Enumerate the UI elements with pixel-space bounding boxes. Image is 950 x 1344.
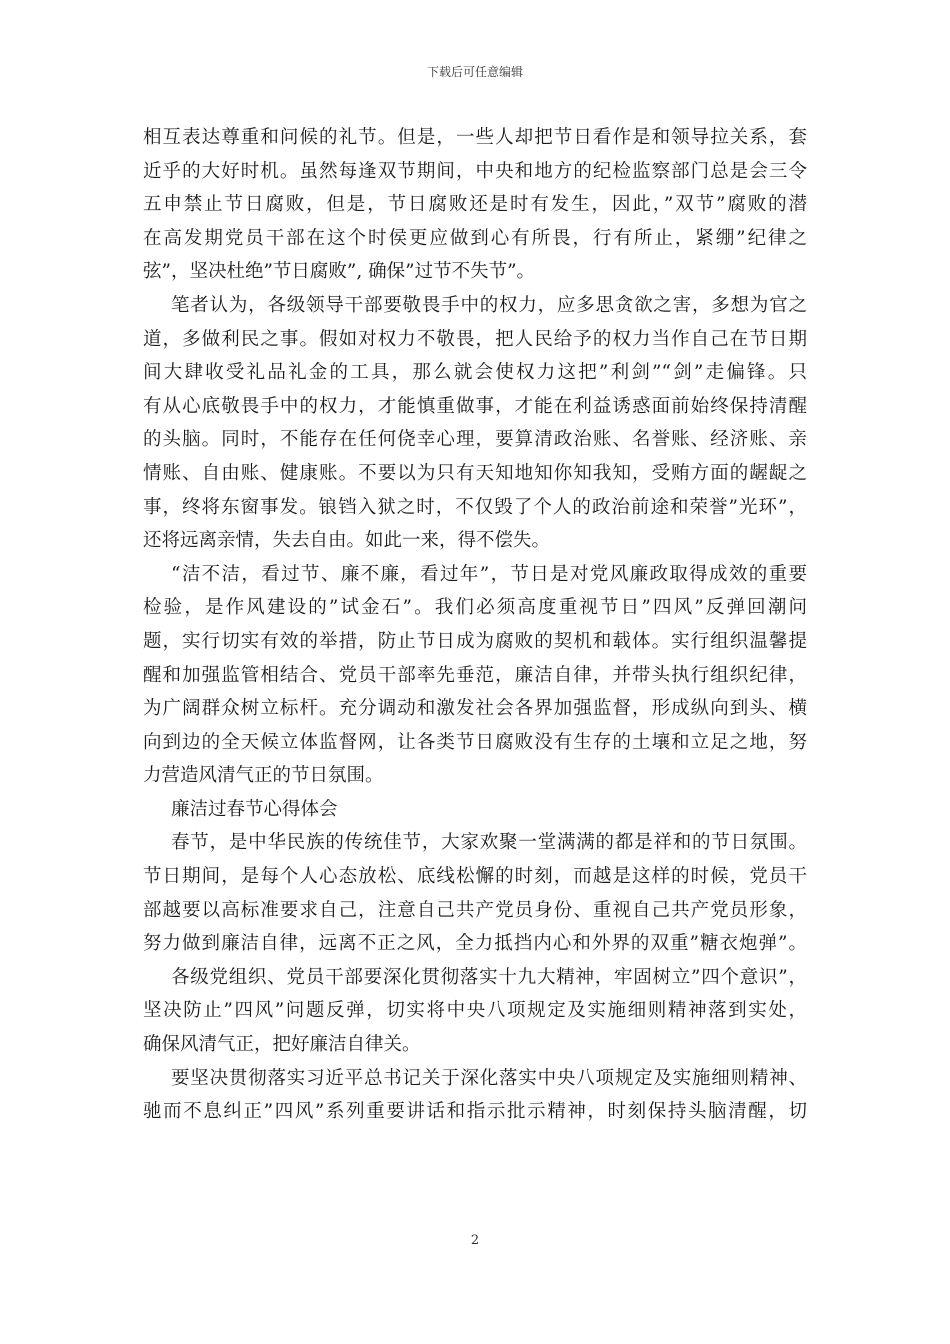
text-line: 五申禁止节日腐败，但是，节日腐败还是时有发生，因此，”双节”腐败的潜 [143, 194, 807, 216]
text-line: 力营造风清气正的节日氛围。 [143, 765, 384, 787]
paragraph-continuation [143, 121, 807, 289]
text-line: 为广阔群众树立标杆。充分调动和激发社会各界加强监督，形成纵向到头、横 [143, 698, 807, 720]
text-line: 春节，是中华民族的传统佳节，大家欢聚一堂满满的都是祥和的节日氛围。 [171, 832, 807, 854]
text-line: 弦”，坚决杜绝”节日腐败”, 确保”过节不失节”。 [143, 261, 536, 283]
text-line: 坚决防止”四风”问题反弹，切实将中央八项规定及实施细则精神落到实处， [143, 1000, 807, 1022]
section-heading [143, 793, 807, 827]
text-line: 确保风清气正，把好廉洁自律关。 [143, 1034, 421, 1056]
text-line: 题，实行切实有效的举措，防止节日成为腐败的契机和载体。实行组织温馨提 [143, 630, 807, 652]
text-line: 努力做到廉洁自律，远离不正之风，全力抵挡内心和外界的双重”糖衣炮弹”。 [143, 933, 807, 955]
paragraph-festival-test [143, 558, 807, 793]
paragraph-power-awe [143, 289, 807, 558]
text-line: 有从心底敬畏手中的权力，才能慎重做事，才能在利益诱惑面前始终保持清醒 [143, 395, 807, 417]
text-line: 要坚决贯彻落实习近平总书记关于深化落实中央八项规定及实施细则精神、 [171, 1067, 807, 1089]
text-line: 各级党组织、党员干部要深化贯彻落实十九大精神，牢固树立”四个意识”， [171, 966, 807, 988]
text-line: 情账、自由账、健康账。不要以为只有天知地知你知我知，受贿方面的龌龊之 [143, 462, 807, 484]
text-line: 相互表达尊重和问候的礼节。但是，一些人却把节日看作是和领导拉关系，套 [143, 127, 807, 148]
text-line: 检验，是作风建设的”试金石”。我们必须高度重视节日”四风”反弹回潮问 [143, 597, 807, 619]
section-title: 廉洁过春节心得体会 [171, 798, 338, 820]
page-number: 2 [470, 1233, 480, 1248]
text-line: 道，多做利民之事。假如对权力不敬畏，把人民给予的权力当作自己在节日期 [143, 328, 807, 350]
text-line: 还将远离亲情，失去自由。如此一来，得不偿失。 [143, 530, 551, 552]
text-line: 事，终将东窗事发。锒铛入狱之时，不仅毁了个人的政治前途和荣誉”光环”， [143, 496, 807, 518]
text-line: “洁不洁，看过节、廉不廉，看过年”，节日是对党风廉政取得成效的重要 [171, 563, 807, 585]
text-line: 在高发期党员干部在这个时侯更应做到心有所畏，行有所止，紧绷”纪律之 [143, 227, 807, 249]
text-line: 笔者认为，各级领导干部要敬畏手中的权力，应多思贪欲之害，多想为官之 [171, 294, 807, 316]
paragraph-spring-festival [143, 826, 807, 960]
paragraph-implementation [143, 1062, 807, 1129]
page-header: 下载后可任意编辑 [426, 65, 523, 79]
paragraph-party-organizations [143, 961, 807, 1062]
text-line: 间大肆收受礼品礼金的工具，那么就会使权力这把”利剑”“剑”走偏锋。只 [143, 362, 807, 384]
text-line: 节日期间，是每个人心态放松、底线松懈的时刻，而越是这样的时候，党员干 [143, 866, 807, 888]
text-line: 部越要以高标准要求自己，注意自己共产党员身份、重视自己共产党员形象， [143, 899, 807, 921]
text-line: 近乎的大好时机。虽然每逢双节期间，中央和地方的纪检监察部门总是会三令 [143, 160, 807, 182]
text-line: 向到边的全天候立体监督网，让各类节日腐败没有生存的土壤和立足之地，努 [143, 731, 807, 753]
text-line: 驰而不息纠正”四风”系列重要讲话和指示批示精神，时刻保持头脑清醒，切 [143, 1101, 807, 1123]
text-line: 醒和加强监管相结合、党员干部率先垂范，廉洁自律，并带头执行组织纪律， [143, 664, 807, 686]
document-body [143, 121, 807, 1129]
text-line: 的头脑。同时，不能存在任何侥幸心理，要算清政治账、名誉账、经济账、亲 [143, 429, 807, 451]
